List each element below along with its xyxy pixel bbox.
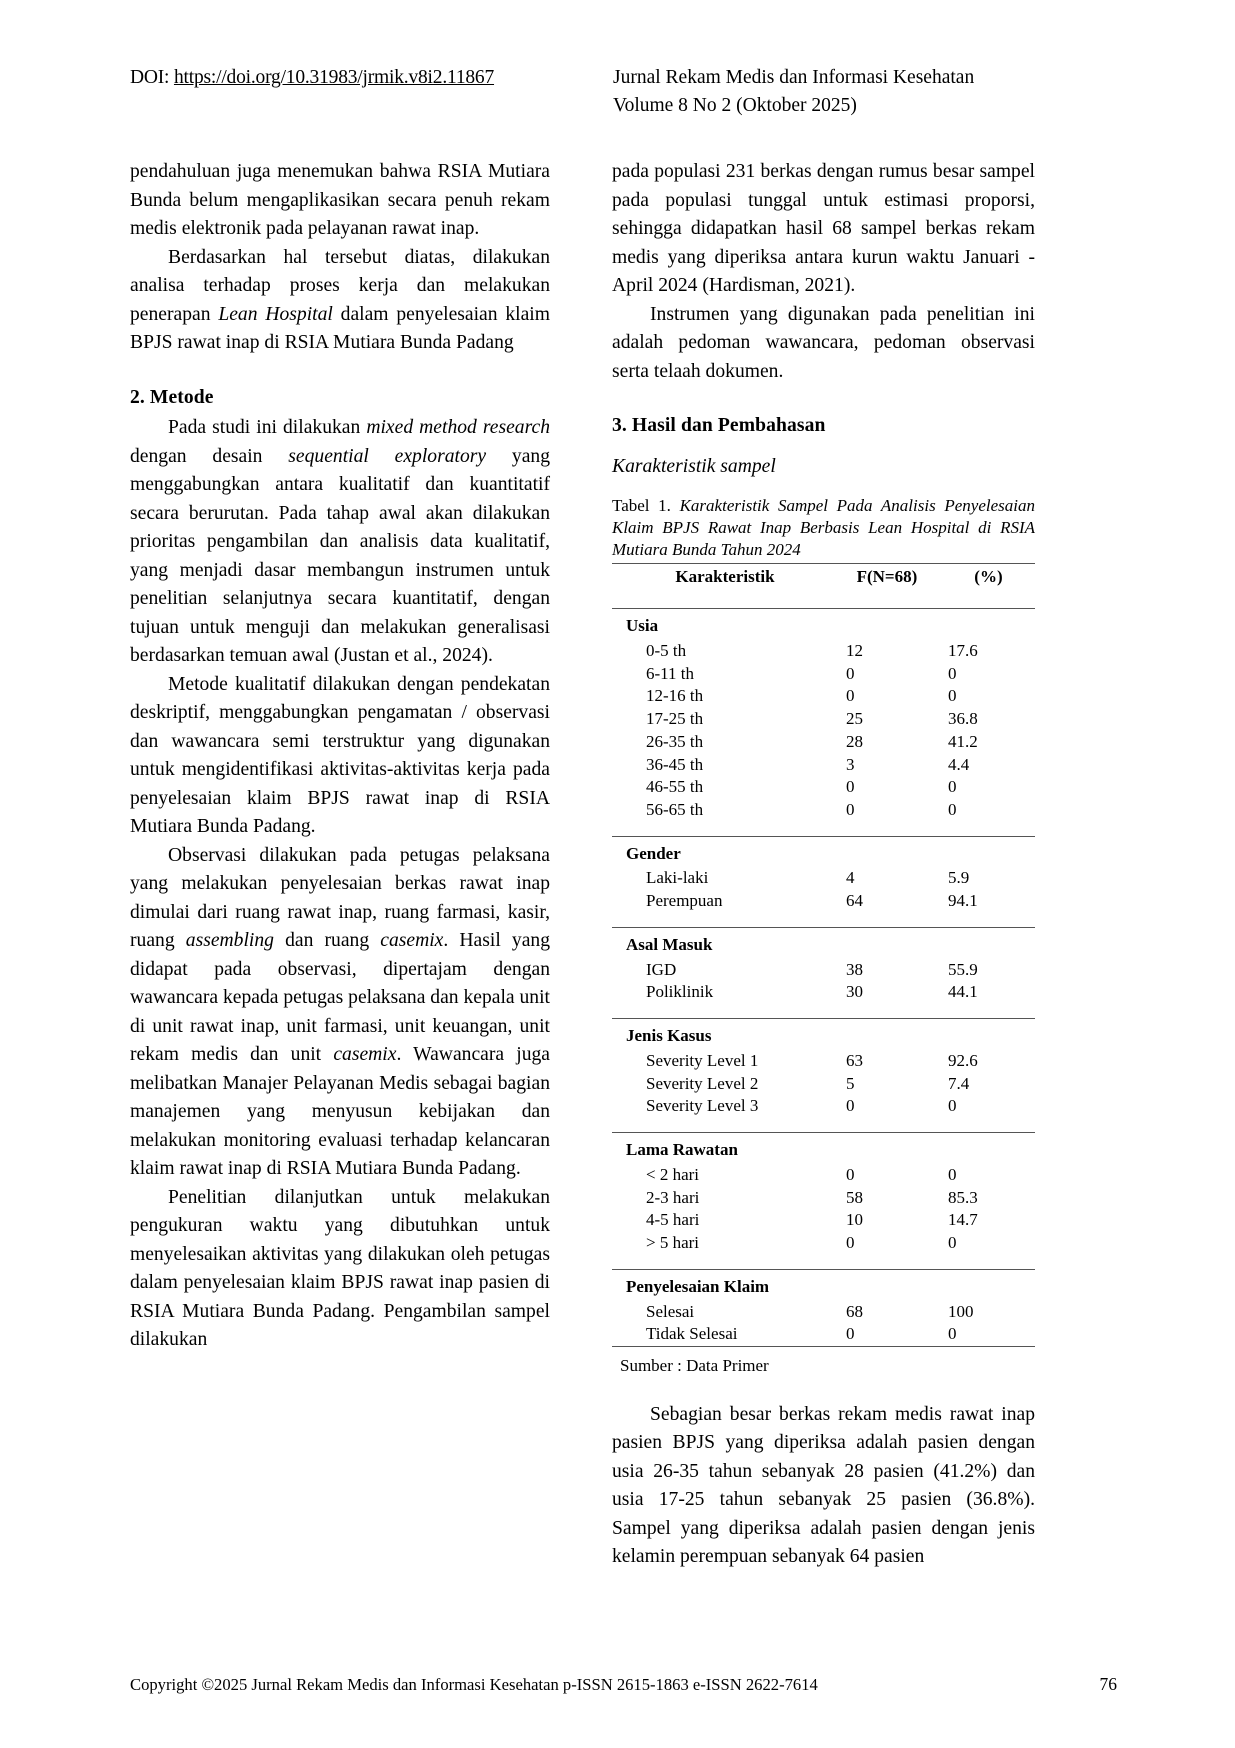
table-row: [612, 1095, 1035, 1118]
group-gap: [612, 1255, 1035, 1270]
row-label: 46-55 th: [646, 777, 704, 797]
journal-name: Jurnal Rekam Medis dan Informasi Kesehatan: [613, 67, 975, 88]
para5-part-a: Observasi dilakukan pada petugas pelaksana yang melakukan penyelesaian berkas rawat inap dimulai dari ruang rawat inap, ruang farmasi, kasir, ruang: [130, 844, 550, 951]
row-percent: 0: [947, 777, 957, 797]
doi-label: DOI:: [130, 67, 174, 88]
row-frequency: 0: [845, 1324, 855, 1344]
row-percent: 0: [947, 663, 957, 683]
para3-italic-mixed-method: mixed method research: [366, 417, 550, 438]
row-label: Perempuan: [646, 891, 723, 911]
row-percent: 92.6: [947, 1050, 978, 1070]
table-row: [612, 890, 1035, 913]
group-gap: [612, 913, 1035, 928]
table-row: [612, 981, 1035, 1004]
paragraph-studi: [130, 414, 550, 671]
paragraph-berdasarkan: [130, 244, 550, 358]
para5-part-d: . Wawancara juga melibatkan Manajer Pelayanan Medis sebagai bagian manajemen yang menyusun kebijakan dan melakukan monitoring evaluasi terhadap kelancaran klaim rawat inap di RSIA Mutiara Bunda Padang.: [130, 1044, 550, 1179]
table-row: [612, 1301, 1035, 1324]
table-row: [612, 1050, 1035, 1073]
para2-part-a: Berdasarkan hal tersebut diatas, dilakukan analisa terhadap proses kerja dan melakukan penerapan: [130, 246, 550, 325]
row-percent: 41.2: [947, 731, 978, 751]
row-frequency: 63: [845, 1050, 863, 1070]
group-gap: [612, 1118, 1035, 1133]
group-gap: [612, 822, 1035, 837]
paragraph-sebagian-besar: Sebagian besar berkas rekam medis rawat inap pasien BPJS yang diperiksa adalah pasien dengan usia 26-35 tahun sebanyak 28 pasien (41.2%) dan usia 17-25 tahun sebanyak 25 pasien (36.8%). Sampel yang diperiksa adalah pasien dengan jenis kelamin perempuan sebanyak 64 pasien: [612, 1403, 1035, 1568]
table-caption-text: Karakteristik Sampel Pada Analisis Penyelesaian Klaim BPJS Rawat Inap Berbasis Lean Hospital di RSIA Mutiara Bunda Tahun 2024: [612, 496, 1035, 560]
paragraph-populasi: pada populasi 231 berkas dengan rumus besar sampel pada populasi tunggal untuk estimasi proporsi, sehingga didapatkan hasil 68 sampel berkas rekam medis yang diperiksa antara kurun waktu Januari - April 2024 (Hardisman, 2021).: [612, 161, 1035, 296]
table-header-spacer: [612, 590, 1035, 609]
table-row: [612, 754, 1035, 777]
table-caption: [612, 495, 1035, 561]
subheading-karakteristik-sampel: Karakteristik sampel: [612, 455, 776, 477]
table-source-note: Sumber : Data Primer: [620, 1356, 769, 1376]
para5-italic-casemix-1: casemix: [380, 930, 444, 951]
paragraph-observasi: [130, 842, 550, 1184]
row-frequency: 0: [845, 1164, 855, 1184]
row-percent: 36.8: [947, 709, 978, 728]
table-group-penyelesaian-klaim: [612, 1271, 1035, 1301]
row-label: 4-5 hari: [646, 1210, 700, 1230]
row-label: 6-11 th: [646, 663, 695, 683]
paragraph-penelitian: Penelitian dilanjutkan untuk melakukan pengukuran waktu yang dibutuhkan untuk menyelesaikan aktivitas yang dilakukan oleh petugas dalam penyelesaian klaim BPJS rawat inap pasien di RSIA Mutiara Bunda Padang. Pengambilan sampel dilakukan: [130, 1186, 550, 1350]
row-frequency: 58: [845, 1187, 863, 1207]
page-footer: [130, 1674, 1117, 1695]
row-percent: 0: [947, 1164, 957, 1184]
paragraph-instrumen: Instrumen yang digunakan pada penelitian ini adalah pedoman wawancara, pedoman observasi serta telaah dokumen.: [612, 303, 1035, 382]
table-row: [612, 1164, 1035, 1187]
table-row: [612, 685, 1035, 708]
table-group-usia: [612, 610, 1035, 640]
row-percent: 85.3: [947, 1187, 978, 1207]
row-percent: 0: [947, 686, 957, 706]
para5-italic-casemix-2: casemix: [333, 1044, 397, 1065]
group-label-asal-masuk: Asal Masuk: [626, 934, 713, 954]
table-row: [612, 776, 1035, 799]
row-percent: 55.9: [947, 959, 978, 979]
table-group-lama-rawatan: [612, 1134, 1035, 1164]
row-label: 0-5 th: [646, 640, 687, 660]
para2-italic-lean-hospital: Lean Hospital: [218, 303, 333, 325]
row-label: 36-45 th: [646, 754, 704, 774]
table-row: [612, 1323, 1035, 1346]
para5-italic-assembling: assembling: [185, 930, 274, 951]
row-label: 17-25 th: [646, 709, 704, 728]
row-label: Tidak Selesai: [646, 1324, 738, 1344]
table-row: [612, 959, 1035, 982]
row-frequency: 0: [845, 777, 855, 797]
doi-block: [130, 58, 550, 90]
row-percent: 94.1: [947, 891, 978, 911]
row-label: Severity Level 2: [646, 1073, 759, 1093]
row-frequency: 4: [845, 868, 855, 888]
page-number: 76: [1099, 1674, 1117, 1694]
table-row: [612, 1232, 1035, 1255]
row-label: Laki-laki: [646, 868, 709, 888]
column-header-percent: (%): [974, 567, 1003, 587]
row-percent: 4.4: [947, 754, 970, 774]
para3-part-c: yang menggabungkan antara kualitatif dan kuantitatif secara berurutan. Pada tahap awal akan dilakukan prioritas pengambilan dan analisis data kualitatif, yang menjadi dasar membangun instrumen untuk penelitian selanjutnya secara kuantitatif, dengan tujuan untuk menguji dan melakukan generalisasi berdasarkan temuan awal (Justan et al., 2024).: [130, 445, 550, 666]
journal-volume: Volume 8 No 2 (Oktober 2025): [613, 94, 857, 116]
group-gap: [612, 1004, 1035, 1019]
row-label: 2-3 hari: [646, 1187, 700, 1207]
paragraph-pendahuluan: pendahuluan juga menemukan bahwa RSIA Mutiara Bunda belum mengaplikasikan secara penuh rekam medis elektronik pada pelayanan rawat inap.: [130, 161, 550, 239]
table-group-gender: [612, 838, 1035, 868]
group-label-lama-rawatan: Lama Rawatan: [626, 1140, 738, 1160]
para3-part-b: dengan desain: [130, 445, 289, 467]
journal-title-block: [550, 58, 1117, 119]
column-header-frequency: F(N=68): [856, 567, 918, 587]
heading-hasil-pembahasan: 3. Hasil dan Pembahasan: [612, 415, 826, 436]
karakteristik-sampel-table: [612, 563, 1035, 1348]
table-row: [612, 867, 1035, 890]
row-percent: 0: [947, 1233, 957, 1253]
row-frequency: 25: [845, 709, 863, 728]
row-frequency: 0: [845, 663, 855, 683]
para5-part-c: . Hasil yang didapat pada observasi, dipertajam dengan wawancara kepada petugas pelaksana dan kepala unit di unit rawat inap, unit farmasi, unit keuangan, unit rekam medis dan unit: [130, 930, 550, 1065]
row-label: 26-35 th: [646, 731, 704, 751]
row-frequency: 38: [845, 959, 863, 979]
group-label-jenis-kasus: Jenis Kasus: [626, 1026, 712, 1046]
row-label: < 2 hari: [646, 1164, 700, 1184]
table-group-asal-masuk: [612, 929, 1035, 959]
heading-metode: 2. Metode: [130, 386, 214, 408]
row-frequency: 30: [845, 982, 863, 1002]
group-label-usia: Usia: [626, 616, 659, 636]
page-header: [130, 58, 1117, 130]
table-row: [612, 731, 1035, 754]
copyright-text: Copyright ©2025 Jurnal Rekam Medis dan Informasi Kesehatan p-ISSN 2615-1863 e-ISSN 2622-7614: [130, 1675, 818, 1694]
row-label: Selesai: [646, 1301, 695, 1321]
row-frequency: 3: [845, 754, 855, 774]
table-row: [612, 1209, 1035, 1232]
left-column: [130, 158, 550, 1483]
row-frequency: 0: [845, 1096, 855, 1116]
row-frequency: 5: [845, 1073, 855, 1093]
row-label: 12-16 th: [646, 686, 704, 706]
row-percent: 0: [947, 1096, 957, 1116]
row-percent: 5.9: [947, 868, 970, 888]
table-group-jenis-kasus: [612, 1020, 1035, 1050]
row-frequency: 0: [845, 686, 855, 706]
row-percent: 7.4: [947, 1073, 970, 1093]
row-percent: 44.1: [947, 982, 978, 1002]
row-label: > 5 hari: [646, 1233, 700, 1253]
row-frequency: 12: [845, 640, 863, 660]
row-percent: 17.6: [947, 640, 978, 660]
right-column: [612, 158, 1035, 1568]
group-label-gender: Gender: [626, 843, 681, 863]
row-percent: 0: [947, 800, 957, 819]
doi-link[interactable]: https://doi.org/10.31983/jrmik.v8i2.11867: [173, 67, 495, 88]
row-label: 56-65 th: [646, 800, 704, 819]
row-frequency: 64: [845, 891, 863, 911]
paragraph-metode-kualitatif: Metode kualitatif dilakukan dengan pendekatan deskriptif, menggabungkan pengamatan / observasi dan wawancara semi terstruktur yang digunakan untuk mengidentifikasi aktivitas-aktivitas kerja pada penyelesaian klaim BPJS rawat inap di RSIA Mutiara Bunda Padang.: [130, 673, 550, 837]
row-frequency: 0: [845, 1233, 855, 1253]
group-label-penyelesaian-klaim: Penyelesaian Klaim: [626, 1276, 770, 1296]
row-percent: 100: [947, 1301, 974, 1321]
table-row: [612, 663, 1035, 686]
row-frequency: 10: [845, 1210, 863, 1230]
para5-part-b: dan ruang: [273, 930, 381, 951]
table-row: [612, 799, 1035, 822]
para3-part-a: Pada studi ini dilakukan: [168, 417, 367, 438]
row-label: Poliklinik: [646, 982, 714, 1002]
para2-part-b: dalam penyelesaian klaim BPJS rawat inap di RSIA Mutiara Bunda Padang: [130, 303, 550, 353]
para3-italic-sequential: sequential exploratory: [288, 445, 487, 467]
row-label: Severity Level 1: [646, 1050, 759, 1070]
table-header-row: [612, 565, 1035, 590]
row-percent: 0: [947, 1324, 957, 1344]
row-frequency: 68: [845, 1301, 863, 1321]
row-frequency: 0: [845, 800, 855, 819]
table-row: [612, 708, 1035, 731]
row-percent: 14.7: [947, 1210, 978, 1230]
body-columns: [130, 158, 1117, 1568]
table-row: [612, 1187, 1035, 1210]
row-label: Severity Level 3: [646, 1096, 759, 1116]
table-row: [612, 1073, 1035, 1096]
table-rule-bottom: [612, 1347, 1035, 1349]
row-label: IGD: [646, 959, 677, 979]
column-header-karakteristik: Karakteristik: [675, 567, 775, 587]
table-row: [612, 640, 1035, 663]
row-frequency: 28: [845, 731, 863, 751]
table-caption-number: Tabel 1.: [612, 496, 680, 515]
